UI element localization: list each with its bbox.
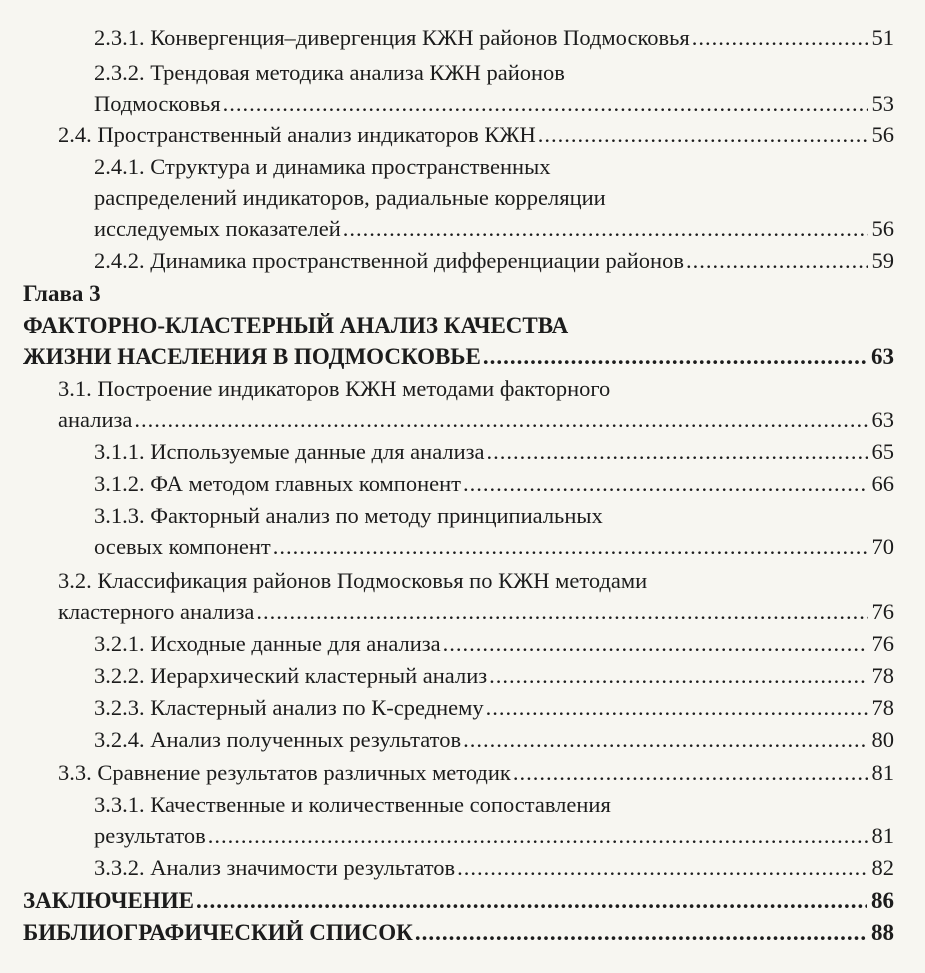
- toc-page-number: 63: [871, 407, 894, 432]
- toc-entry-3-1[interactable]: [58, 373, 894, 435]
- toc-page-number: 80: [871, 727, 894, 752]
- toc-entry-title: 3.1.1. Используемые данные для анализа: [94, 439, 485, 464]
- toc-entry-title: осевых компонент: [94, 534, 271, 559]
- toc-entry-title: 3.1.2. ФА методом главных компонент: [94, 471, 461, 496]
- toc-page-number: 81: [871, 760, 894, 785]
- leader-dots: [256, 596, 867, 627]
- toc-entry-3-2-1[interactable]: [94, 628, 894, 659]
- leader-dots: [686, 245, 868, 276]
- leader-dots: [483, 341, 867, 372]
- leader-dots: [343, 213, 868, 244]
- toc-entry-title-line: 3.1.3. Факторный анализ по методу принципиальных: [94, 503, 603, 528]
- toc-entry-title-line: 3.1. Построение индикаторов КЖН методами факторного: [58, 376, 611, 401]
- toc-entry-title: 3.2.2. Иерархический кластерный анализ: [94, 663, 488, 688]
- toc-page-number: 81: [871, 823, 894, 848]
- toc-entry-title: 3.2.3. Кластерный анализ по К-среднему: [94, 695, 484, 720]
- toc-entry-chapter-3[interactable]: [23, 310, 894, 372]
- toc-page-number: 76: [871, 599, 894, 624]
- toc-page-number: 88: [871, 920, 894, 945]
- toc-entry-bibliography[interactable]: [23, 917, 894, 948]
- toc-page-number: 53: [871, 91, 894, 116]
- leader-dots: [134, 404, 867, 435]
- toc-entry-title: ЗАКЛЮЧЕНИЕ: [23, 888, 194, 913]
- leader-dots: [196, 885, 867, 916]
- toc-entry-title-line: 2.3.2. Трендовая методика анализа КЖН районов: [94, 60, 565, 85]
- toc-page-number: 76: [871, 631, 894, 656]
- toc-page-number: 56: [871, 122, 894, 147]
- toc-entry-title: БИБЛИОГРАФИЧЕСКИЙ СПИСОК: [23, 920, 413, 945]
- toc-entry-2-4[interactable]: [58, 119, 894, 150]
- toc-entry-title: 2.4. Пространственный анализ индикаторов КЖН: [58, 122, 536, 147]
- chapter-title-line: ФАКТОРНО-КЛАСТЕРНЫЙ АНАЛИЗ КАЧЕСТВА: [23, 313, 569, 338]
- toc-entry-3-1-3[interactable]: [94, 500, 894, 562]
- leader-dots: [457, 852, 867, 883]
- toc-page-number: 82: [871, 855, 894, 880]
- leader-dots: [415, 917, 867, 948]
- toc-entry-2-3-1[interactable]: [94, 22, 894, 53]
- toc-entry-title-line: 2.4.1. Структура и динамика пространственных: [94, 154, 551, 179]
- toc-page-number: 78: [871, 695, 894, 720]
- leader-dots: [463, 724, 867, 755]
- toc-entry-conclusion[interactable]: [23, 885, 894, 916]
- leader-dots: [513, 757, 868, 788]
- toc-entry-3-2[interactable]: [58, 565, 894, 627]
- toc-page-number: 78: [871, 663, 894, 688]
- toc-page-number: 65: [871, 439, 894, 464]
- leader-dots: [692, 22, 868, 53]
- toc-entry-title: Подмосковья: [94, 91, 221, 116]
- leader-dots: [463, 468, 868, 499]
- chapter-title: ЖИЗНИ НАСЕЛЕНИЯ В ПОДМОСКОВЬЕ: [23, 344, 481, 369]
- toc-entry-title: 2.4.2. Динамика пространственной дифференциации районов: [94, 248, 684, 273]
- toc-entry-3-3-2[interactable]: [94, 852, 894, 883]
- leader-dots: [486, 692, 868, 723]
- leader-dots: [489, 660, 867, 691]
- toc-entry-title: 3.2.1. Исходные данные для анализа: [94, 631, 441, 656]
- toc-page-number: 86: [871, 888, 894, 913]
- leader-dots: [487, 436, 868, 467]
- leader-dots: [443, 628, 868, 659]
- toc-page-number: 70: [871, 534, 894, 559]
- toc-entry-2-4-1[interactable]: [94, 151, 894, 244]
- toc-page-number: 63: [871, 344, 894, 369]
- toc-page-number: 59: [871, 248, 894, 273]
- leader-dots: [223, 88, 868, 119]
- toc-entry-title: 3.2.4. Анализ полученных результатов: [94, 727, 462, 752]
- chapter-label: Глава 3: [23, 281, 101, 306]
- toc-entry-title: анализа: [58, 407, 133, 432]
- toc-entry-3-1-1[interactable]: [94, 436, 894, 467]
- toc-entry-title: 2.3.1. Конвергенция–дивергенция КЖН районов Подмосковья: [94, 25, 690, 50]
- toc-entry-title: 3.3. Сравнение результатов различных методик: [58, 760, 511, 785]
- leader-dots: [273, 531, 868, 562]
- toc-page-number: 56: [871, 216, 894, 241]
- toc-entry-3-3[interactable]: [58, 757, 894, 788]
- toc-entry-3-2-2[interactable]: [94, 660, 894, 691]
- leader-dots: [538, 119, 868, 150]
- toc-entry-title-line: распределений индикаторов, радиальные корреляции: [94, 185, 606, 210]
- toc-page-number: 66: [871, 471, 894, 496]
- toc-entry-2-3-2[interactable]: [94, 57, 894, 119]
- toc-entry-3-2-3[interactable]: [94, 692, 894, 723]
- toc-entry-3-3-1[interactable]: [94, 789, 894, 851]
- leader-dots: [208, 820, 868, 851]
- toc-entry-title: кластерного анализа: [58, 599, 255, 624]
- toc-page-number: 51: [871, 25, 894, 50]
- toc-entry-title: 3.3.2. Анализ значимости результатов: [94, 855, 456, 880]
- toc-entry-3-2-4[interactable]: [94, 724, 894, 755]
- toc-entry-2-4-2[interactable]: [94, 245, 894, 276]
- toc-entry-title-line: 3.2. Классификация районов Подмосковья по КЖН методами: [58, 568, 648, 593]
- toc-entry-3-1-2[interactable]: [94, 468, 894, 499]
- toc-entry-title-line: 3.3.1. Качественные и количественные сопоставления: [94, 792, 611, 817]
- toc-entry-title: исследуемых показателей: [94, 216, 341, 241]
- toc-entry-title: результатов: [94, 823, 206, 848]
